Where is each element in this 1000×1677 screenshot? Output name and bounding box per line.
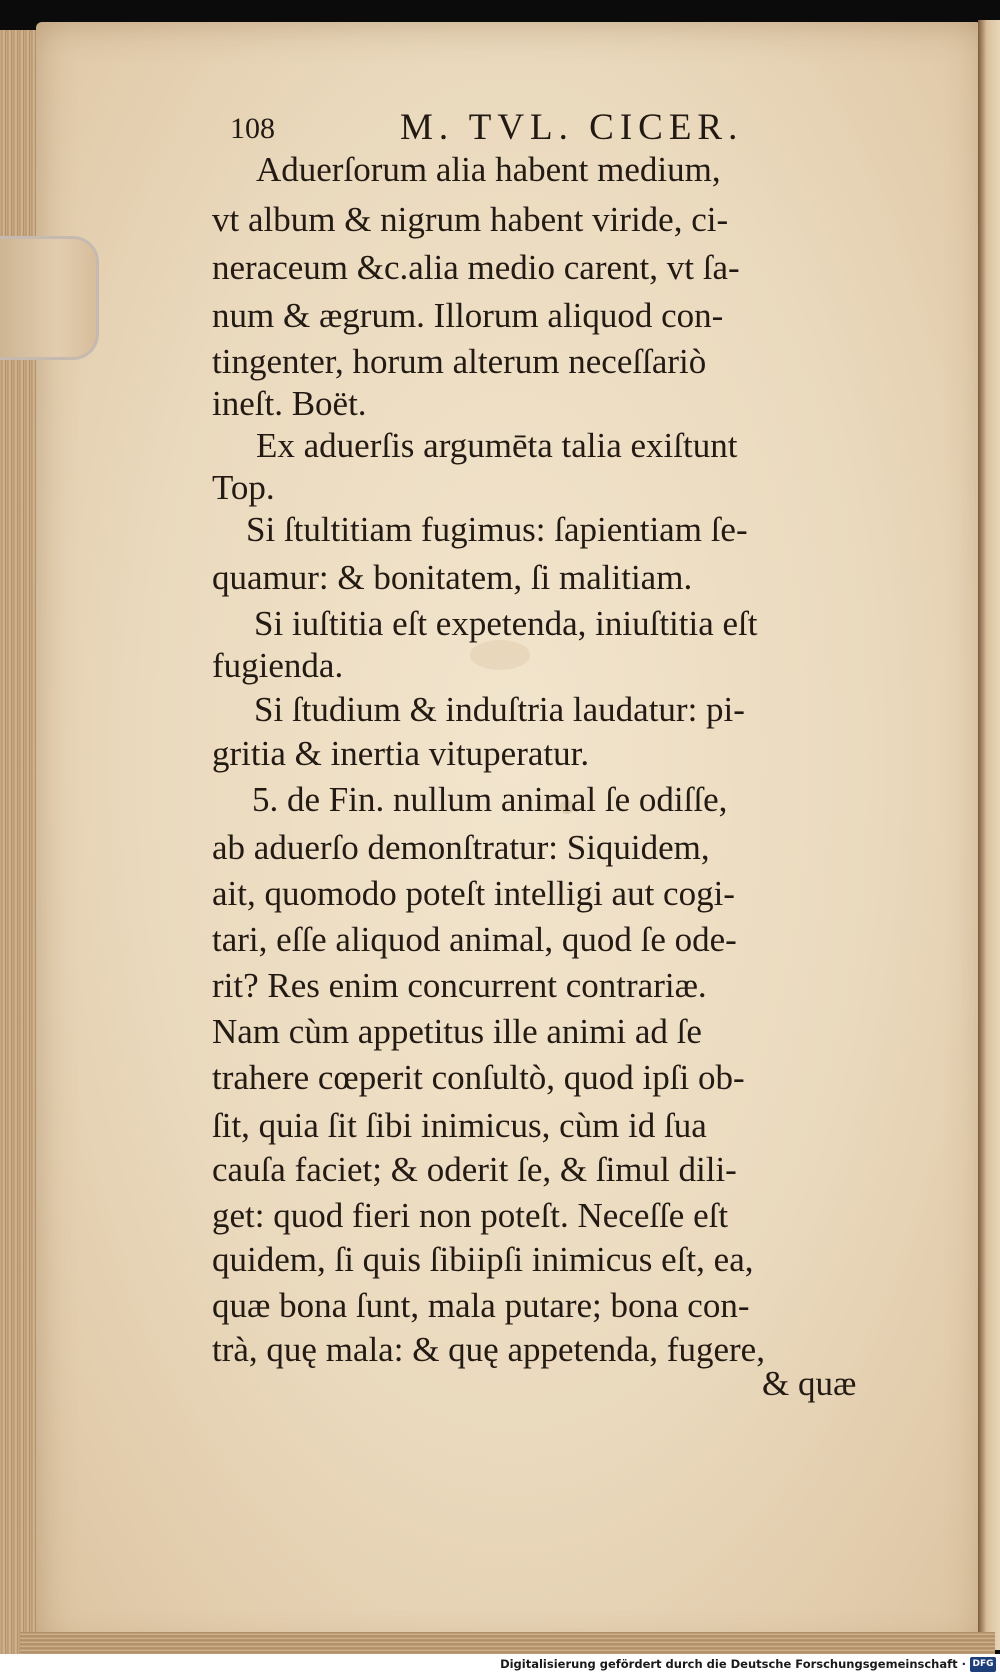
text-line: ab aduerſo demonſtratur: Siquidem, xyxy=(212,828,710,867)
text-line: Top. xyxy=(212,468,275,507)
text-line: tari, eſſe aliquod animal, quod ſe ode- xyxy=(212,920,737,959)
page-header xyxy=(230,106,830,156)
footer-credit: Digitalisierung gefördert durch die Deutsche Forschungsgemeinschaft · xyxy=(500,1657,966,1671)
text-line: ſit, quia ſit ſibi inimicus, cùm id ſua xyxy=(212,1106,707,1145)
page-tab-flap xyxy=(0,236,99,360)
running-head: M. TVL. CICER. xyxy=(400,107,744,148)
paper-stain xyxy=(470,640,530,670)
text-line: Nam cùm appetitus ille animi ad ſe xyxy=(212,1012,702,1051)
text-line: cauſa faciet; & oderit ſe, & ſimul dili- xyxy=(212,1150,737,1189)
text-line: neraceum &c.alia medio carent, vt ſa- xyxy=(212,248,740,287)
text-line: ait, quomodo poteſt intelligi aut cogi- xyxy=(212,874,735,913)
text-line: rit? Res enim concurrent contrariæ. xyxy=(212,966,707,1005)
text-line: quidem, ſi quis ſibiipſi inimicus eſt, ea, xyxy=(212,1240,754,1279)
book-page-edges-bottom xyxy=(20,1632,995,1654)
text-line: quæ bona ſunt, mala putare; bona con- xyxy=(212,1286,750,1325)
text-line: tingenter, horum alterum neceſſariò xyxy=(212,342,707,381)
text-line: Aduerſorum alia habent medium, xyxy=(256,150,721,189)
text-line: trahere cœperit conſultò, quod ipſi ob- xyxy=(212,1058,745,1097)
text-line: trà, quę mala: & quę appetenda, fugere, xyxy=(212,1330,765,1369)
text-line: ineſt. Boët. xyxy=(212,384,367,423)
text-line: get: quod fieri non poteſt. Neceſſe eſt xyxy=(212,1196,729,1235)
text-line: quamur: & bonitatem, ſi malitiam. xyxy=(212,558,693,597)
dfg-logo: DFG xyxy=(970,1657,996,1672)
text-line: Si ſtudium & induſtria laudatur: pi- xyxy=(254,690,745,729)
facing-page-sliver xyxy=(978,20,1000,1650)
text-line: vt album & nigrum habent viride, ci- xyxy=(212,200,729,239)
text-line: num & ægrum. Illorum aliquod con- xyxy=(212,296,724,335)
text-line: 5. de Fin. nullum animal ſe odiſſe, xyxy=(252,780,728,819)
text-line: Si ſtultitiam fugimus: ſapientiam ſe- xyxy=(246,510,748,549)
catchword: & quæ xyxy=(762,1364,857,1403)
digitization-footer xyxy=(0,1654,1000,1677)
text-line: Ex aduerſis argumēta talia exiſtunt xyxy=(256,426,738,465)
text-line: gritia & inertia vituperatur. xyxy=(212,734,590,773)
text-line: fugienda. xyxy=(212,646,344,685)
page-number: 108 xyxy=(230,112,275,145)
text-line: Si iuſtitia eſt expetenda, iniuſtitia eſt xyxy=(254,604,758,643)
